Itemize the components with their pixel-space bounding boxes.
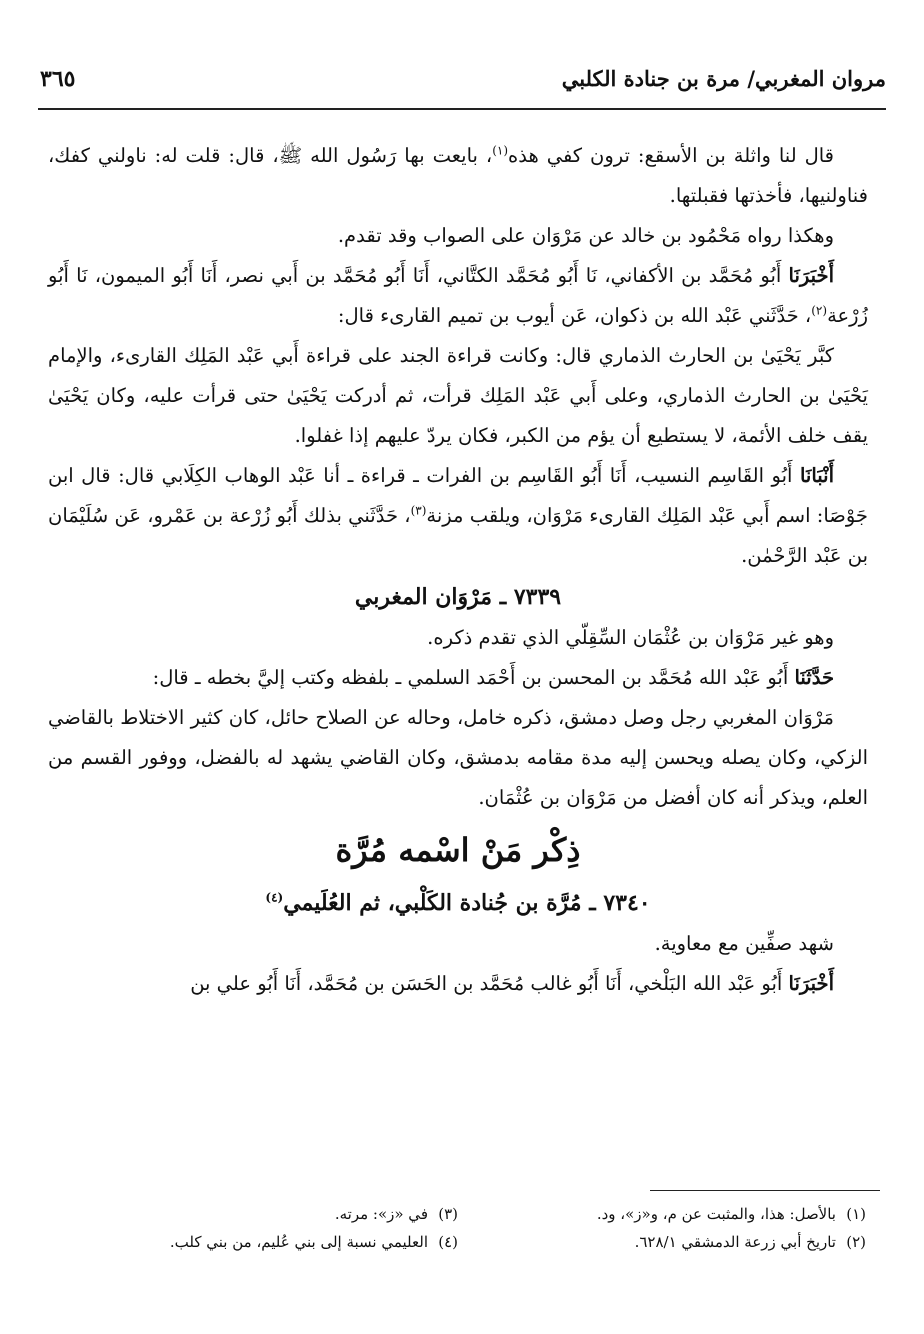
page-number: ٣٦٥ — [40, 66, 76, 92]
running-title: مروان المغربي/ مرة بن جنادة الكلبي — [561, 66, 886, 91]
transmission-word: أَخْبَرَنَا — [788, 972, 834, 995]
footnote-2: (٢)تاريخ أبي زرعة الدمشقي ٦٢٨/١. — [634, 1233, 866, 1251]
paragraph-10: أَخْبَرَنَا أَبُو عَبْد الله البَلْخي، أَنَا أَبُو غالب مُحَمَّد بن الحَسَن بن مُحَمَّد، أَنَا أَبُو علي بن — [190, 972, 834, 995]
footnote-ref-3: (٣) — [410, 503, 427, 518]
transmission-word: أَخْبَرَنَا — [788, 264, 834, 287]
footnote-rule — [650, 1190, 880, 1191]
footnote-ref-4: (٤) — [265, 890, 284, 905]
footnotes — [50, 1200, 866, 1256]
footnote-4: (٤)العليمي نسبة إلى بني عُليم، من بني كلب. — [169, 1233, 458, 1251]
paragraph-9: شهد صفِّين مع معاوية. — [654, 932, 834, 955]
section-title: ذِكْر مَنْ اسْمه مُرَّة — [335, 831, 581, 869]
page-header — [40, 66, 886, 106]
paragraph-2: وهكذا رواه مَحْمُود بن خالد عن مَرْوَان على الصواب وقد تقدم. — [337, 224, 834, 247]
paragraph-4: كبَّر يَحْيَىٰ بن الحارث الذماري قال: وكانت قراءة الجند على قراءة أَبي عَبْد المَلِك القارىء، والإمام يَحْيَىٰ بن الحارث الذماري، وعلى أَبي عَبْد المَلِك قرأت، ثم أدركت يَحْيَىٰ حتى قرأت عليه، وكان يَحْيَىٰ يقف خلف الأئمة، لا يستطيع أن يؤم من الكبر، فكان يردّ عليهم إذا غفلوا. — [48, 344, 868, 447]
paragraph-6: وهو غير مَرْوَان بن عُثْمَان السِّقِلّي الذي تقدم ذكره. — [427, 626, 834, 649]
footnote-3: (٣)في «ز»: مرته. — [334, 1205, 458, 1223]
main-text — [48, 136, 868, 1004]
entry-heading-7340: ٧٣٤٠ ـ مُرَّة بن جُنادة الكَلْبي، ثم العُلَيمي$^{(٤)}$ — [265, 890, 651, 916]
entry-heading-7339: ٧٣٣٩ ـ مَرْوَان المغربي — [354, 584, 562, 610]
paragraph-7: حَدَّثَنَا أَبُو عَبْد الله مُحَمَّد بن المحسن بن أَحْمَد السلمي ـ بلفظه وكتب إليَّ بخطه ـ قال: — [152, 666, 834, 689]
paragraph-3: أَخْبَرَنَا أَبُو مُحَمَّد بن الأكفاني، نَا أَبُو مُحَمَّد الكتَّاني، أَنَا أَبُو مُحَمَّد بن أَبي نصر، أَنَا أَبُو الميمون، نَا أَبُو زُرْعة$^{(٢)}$، حَدَّثَني عَبْد الله بن ذكوان، عَن أيوب بن تميم القارىء قال: — [48, 264, 868, 327]
paragraph-8: مَرْوَان المغربي رجل وصل دمشق، ذكره خامل، وحاله عن الصلاح حائل، كان كثير الاختلاط بالقاضي الزكي، وكان يصله ويحسن إليه مدة مقامه بدمشق، وكان القاضي يشهد له بالفضل، ووفور القسم من العلم، ويذكر أنه كان أفضل من مَرْوَان بن عُثْمَان. — [48, 706, 868, 809]
paragraph-5: أَنْبَانَا أَبُو القَاسِم النسيب، أَنَا أَبُو القَاسِم بن الفرات ـ قراءة ـ أنا عَبْد الوهاب الكِلَابي قال: قال ابن جَوْصَا: اسم أَبي عَبْد المَلِك القارىء مَرْوَان، ويلقب مزنة$^{(٣)}$، حَدَّثَني بذلك أَبُو زُرْعة بن عَمْرو، عَن سُلَيْمَان بن عَبْد الرَّحْمٰن. — [48, 464, 868, 567]
header-rule — [38, 108, 886, 110]
transmission-word: أَنْبَانَا — [799, 464, 834, 487]
footnote-ref-2: (٢) — [811, 303, 828, 318]
paragraph-1: قال لنا واثلة بن الأسقع: ترون كفي هذه$^{(١)}$، بايعت بها رَسُول الله ﷺ، قال: قلت له: ناولني كفك، فناولنيها، فأخذتها فقبلتها. — [48, 143, 868, 207]
transmission-word: حَدَّثَنَا — [794, 666, 834, 689]
footnote-ref-1: (١) — [492, 143, 509, 158]
footnote-1: (١)بالأصل: هذا، والمثبت عن م، و«ز»، ود. — [596, 1205, 866, 1223]
